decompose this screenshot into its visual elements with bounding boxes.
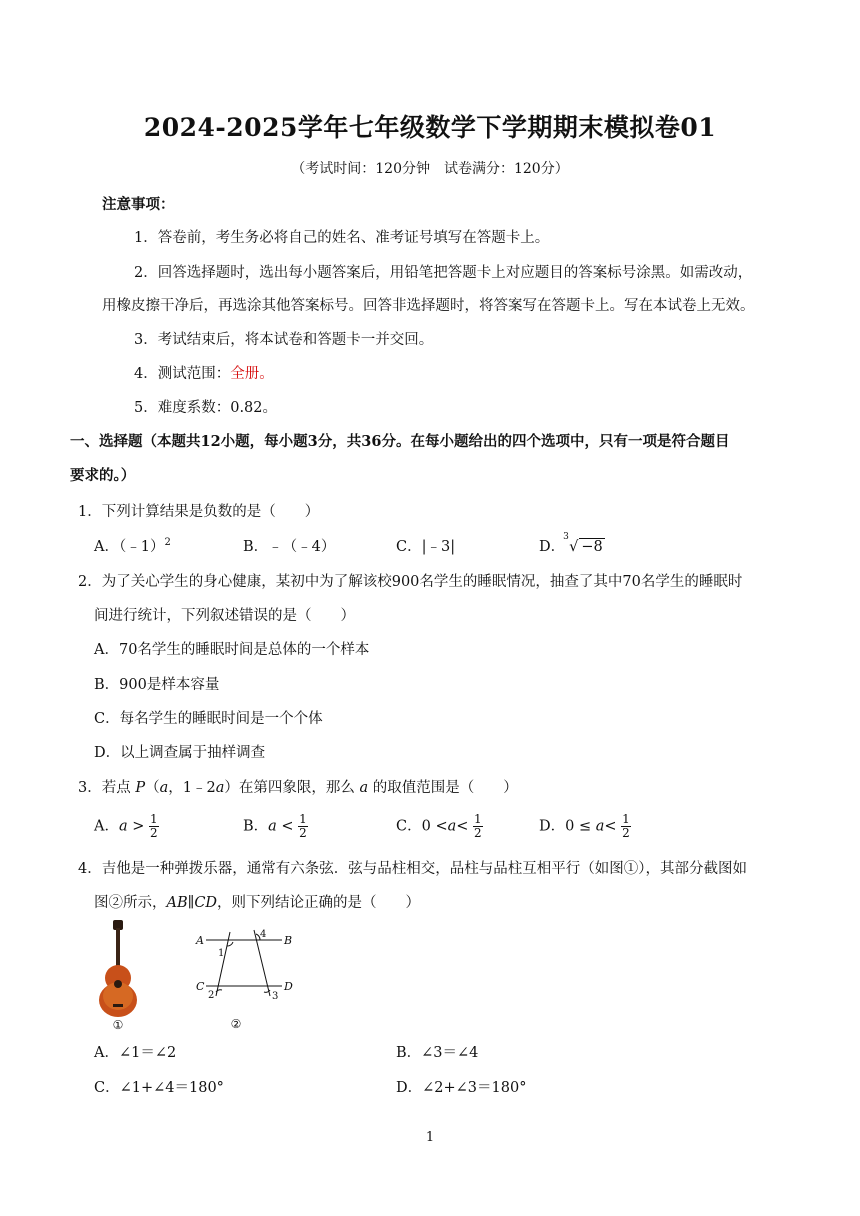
q2-option-c: C．每名学生的睡眠时间是一个个体 <box>94 711 323 727</box>
notice-item-2-line2: 用橡皮擦干净后，再选涂其他答案标号。回答非选择题时，将答案写在答题卡上。写在本试卷上无效。 <box>102 298 755 314</box>
notice-item-2-line1: 2．回答选择题时，选出每小题答案后，用铅笔把答题卡上对应题目的答案标号涂黑。如需改动， <box>134 265 753 281</box>
section-heading-line1: 一、选择题（本题共12小题，每小题3分，共36分。在每小题给出的四个选项中，只有一项是符合题目 <box>70 433 730 450</box>
q4-option-c: C．∠1+∠4＝180° <box>94 1080 224 1096</box>
label-angle-1: 1 <box>218 948 225 959</box>
test-scope: 全册。 <box>230 366 274 382</box>
q2-option-d: D．以上调查属于抽样调查 <box>94 745 266 761</box>
q3-option-a: A．a > $\frac{1}{2}$ <box>94 812 158 840</box>
page-subtitle: （考试时间：120分钟 试卷满分：120分） <box>291 161 569 177</box>
q2-option-b: B．900是样本容量 <box>94 677 220 693</box>
notice-item-5: 5．难度系数：0.82。 <box>134 400 278 416</box>
question-4-line1: 4．吉他是一种弹拨乐器，通常有六条弦．弦与品柱相交，品柱与品柱互相平行（如图①），其部分截图如 <box>78 861 747 877</box>
q3-option-b: B．a < $\frac{1}{2}$ <box>243 812 307 840</box>
q1-option-b: B．﹣（﹣4） <box>243 539 336 555</box>
figure-2-caption: ② <box>230 1017 242 1031</box>
label-a: A <box>196 934 204 947</box>
label-c: C <box>196 980 205 993</box>
q4-option-d: D．∠2+∠3＝180° <box>396 1080 527 1096</box>
question-2-line2: 间进行统计，下列叙述错误的是（ ） <box>94 608 355 624</box>
label-angle-2: 2 <box>208 990 215 1001</box>
fraction-one-half: $\frac{1}{2}$ <box>474 812 482 840</box>
cube-root: 3 √ −8 <box>563 532 603 555</box>
question-3-stem: 3．若点 P（a，1﹣2a）在第四象限，那么 a 的取值范围是（ ） <box>78 780 518 796</box>
label-angle-4: 4 <box>260 929 267 940</box>
label-angle-3: 3 <box>272 991 279 1002</box>
guitar-figure <box>88 918 148 1033</box>
notice-item-1: 1．答卷前，考生务必将自己的姓名、准考证号填写在答题卡上。 <box>134 230 550 246</box>
q2-option-a: A．70名学生的睡眠时间是总体的一个样本 <box>94 642 370 658</box>
fraction-one-half: $\frac{1}{2}$ <box>299 812 307 840</box>
section-heading-line2: 要求的。） <box>70 467 136 484</box>
q4-option-b: B．∠3＝∠4 <box>396 1045 479 1061</box>
q3-option-d: D．0 ≤ a< $\frac{1}{2}$ <box>539 812 630 840</box>
fraction-one-half: $\frac{1}{2}$ <box>150 812 158 840</box>
label-d: D <box>284 980 293 993</box>
q4-option-a: A．∠1＝∠2 <box>94 1045 177 1061</box>
question-4-line2: 图②所示，AB∥CD，则下列结论正确的是（ ） <box>94 895 421 911</box>
notice-item-4 <box>134 362 274 383</box>
fraction-one-half: $\frac{1}{2}$ <box>622 812 630 840</box>
parallel-lines-figure <box>190 922 300 1034</box>
figure-1-caption: ① <box>112 1018 124 1032</box>
guitar-icon <box>99 920 137 1017</box>
q1-option-a: A．（﹣1）$^2$ <box>94 537 171 555</box>
notice-item-4-label: 4．测试范围： <box>134 366 231 382</box>
notice-item-3: 3．考试结束后，将本试卷和答题卡一并交回。 <box>134 332 434 348</box>
page-number: 1 <box>425 1130 435 1145</box>
notice-heading: 注意事项： <box>102 196 175 213</box>
q3-option-c: C．0 <a< $\frac{1}{2}$ <box>396 812 482 840</box>
page-title: 2024-2025学年七年级数学下学期期末模拟卷01 <box>143 113 717 142</box>
q1-option-d: D． 3 √ −8 <box>539 532 603 555</box>
question-1-stem: 1．下列计算结果是负数的是（ ） <box>78 504 320 520</box>
q1-option-c: C．|﹣3| <box>396 539 456 555</box>
question-2-line1: 2．为了关心学生的身心健康，某初中为了解该校900名学生的睡眠情况，抽查了其中70名学生的睡眠时 <box>78 574 743 590</box>
label-b: B <box>284 934 293 947</box>
